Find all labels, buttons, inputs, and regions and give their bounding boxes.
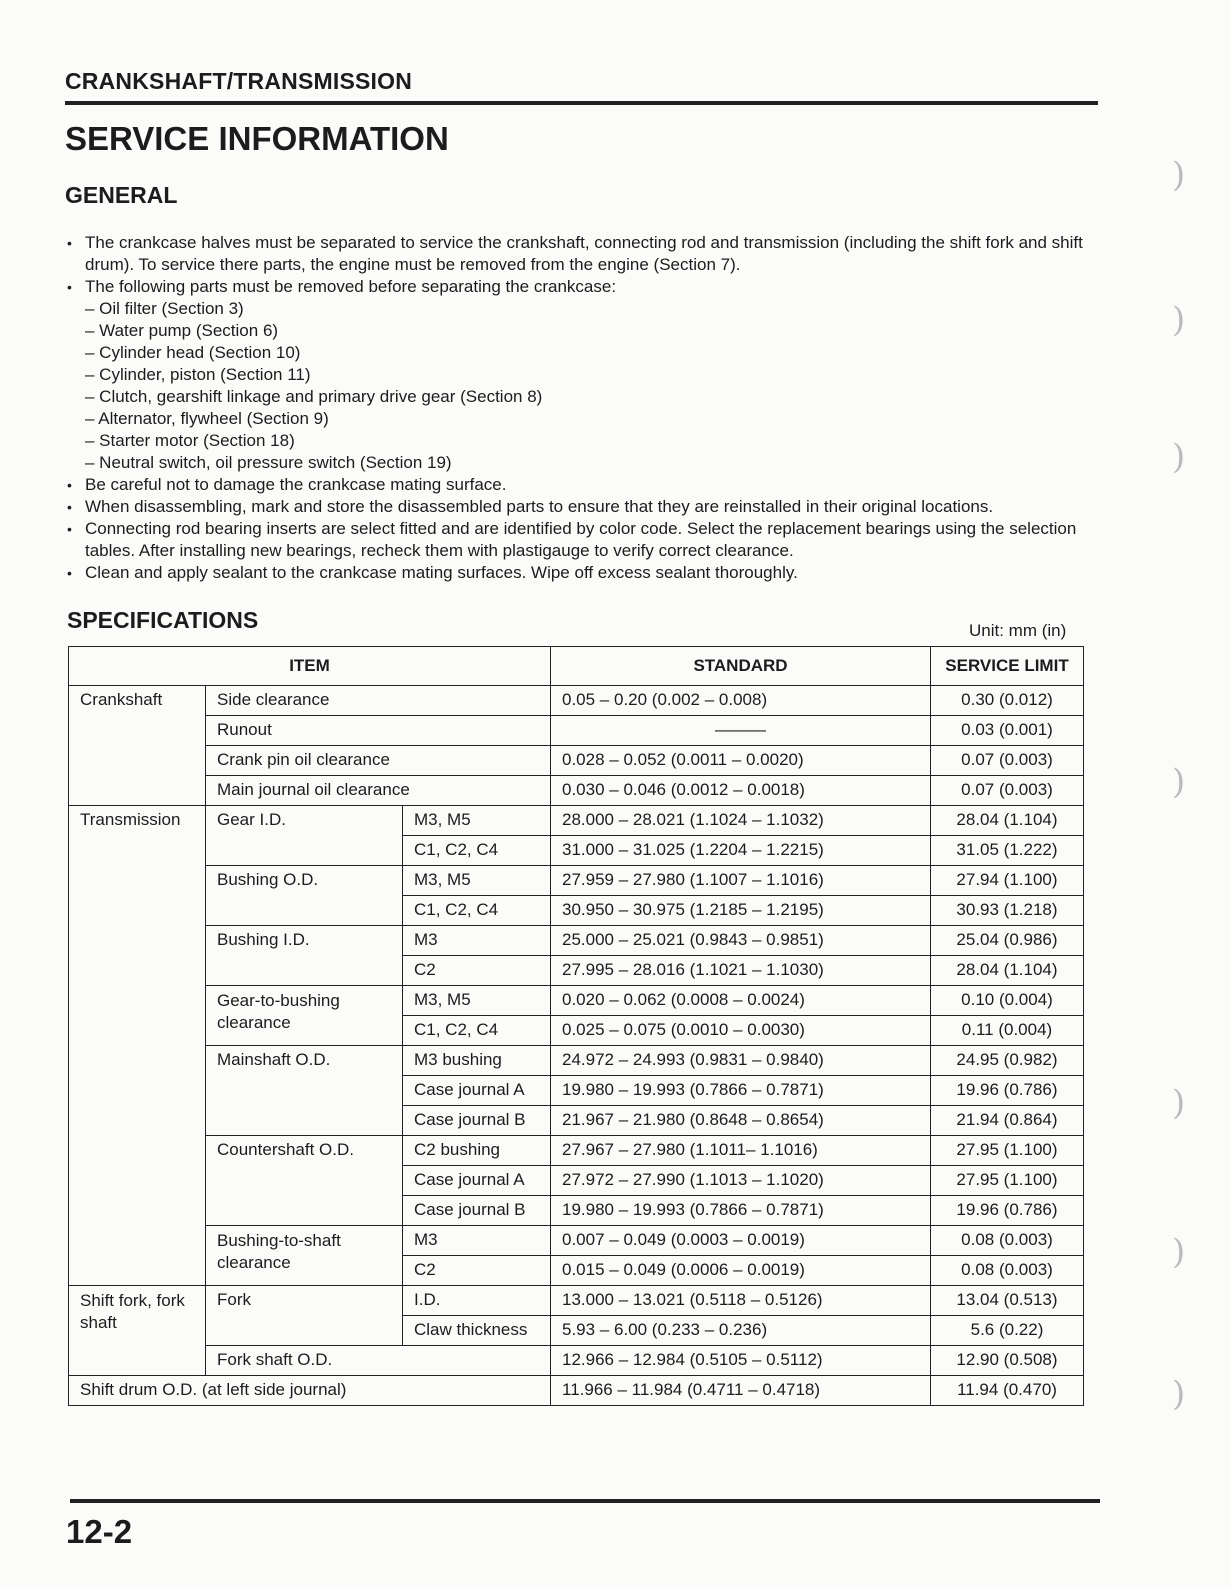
- sub-item-cell: Case journal B: [403, 1196, 551, 1226]
- item-cell: Bushing O.D.: [206, 866, 403, 926]
- list-item: • When disassembling, mark and store the disassembled parts to ensure that they are reinstalled in their original locations.: [65, 496, 1095, 518]
- limit-cell: 0.08 (0.003): [931, 1226, 1084, 1256]
- limit-cell: 31.05 (1.222): [931, 836, 1084, 866]
- limit-cell: 0.07 (0.003): [931, 776, 1084, 806]
- part-item: – Oil filter (Section 3): [85, 299, 244, 318]
- sub-item-cell: Case journal B: [403, 1106, 551, 1136]
- table-row: [69, 1226, 1084, 1256]
- item-cell: Main journal oil clearance: [206, 776, 551, 806]
- page-number: 12-2: [66, 1513, 133, 1550]
- standard-cell: 0.028 – 0.052 (0.0011 – 0.0020): [551, 746, 931, 776]
- limit-cell: 5.6 (0.22): [931, 1316, 1084, 1346]
- limit-cell: 0.30 (0.012): [931, 686, 1084, 716]
- item-cell: Fork: [206, 1286, 403, 1346]
- table-row: [69, 866, 1084, 896]
- limit-cell: 28.04 (1.104): [931, 806, 1084, 836]
- sub-item-cell: Claw thickness: [403, 1316, 551, 1346]
- list-item: [65, 276, 1095, 474]
- column-header-item: ITEM: [69, 647, 551, 686]
- sub-item-cell: M3, M5: [403, 986, 551, 1016]
- sub-item-cell: M3, M5: [403, 806, 551, 836]
- table-row: [69, 1136, 1084, 1166]
- general-heading: GENERAL: [65, 182, 178, 208]
- binding-hole-mark: ): [1172, 155, 1186, 195]
- unit-label: Unit: mm (in): [969, 621, 1067, 640]
- binding-hole-mark: ): [1172, 762, 1186, 802]
- standard-cell: 27.967 – 27.980 (1.1011– 1.1016): [551, 1136, 931, 1166]
- limit-cell: 19.96 (0.786): [931, 1196, 1084, 1226]
- limit-cell: 27.94 (1.100): [931, 866, 1084, 896]
- column-header-standard: STANDARD: [551, 647, 931, 686]
- sub-item-cell: Case journal A: [403, 1166, 551, 1196]
- sub-item-cell: M3: [403, 926, 551, 956]
- standard-cell: 5.93 – 6.00 (0.233 – 0.236): [551, 1316, 931, 1346]
- part-item: – Alternator, flywheel (Section 9): [85, 409, 329, 428]
- table-header-row: [69, 647, 1084, 686]
- standard-cell: 27.995 – 28.016 (1.1021 – 1.1030): [551, 956, 931, 986]
- page-heading: SERVICE INFORMATION: [65, 120, 449, 157]
- table-row: [69, 716, 1084, 746]
- standard-cell: 27.959 – 27.980 (1.1007 – 1.1016): [551, 866, 931, 896]
- limit-cell: 0.07 (0.003): [931, 746, 1084, 776]
- item-cell: Gear I.D.: [206, 806, 403, 866]
- specifications-heading: SPECIFICATIONS: [67, 607, 259, 633]
- standard-cell: 0.020 – 0.062 (0.0008 – 0.0024): [551, 986, 931, 1016]
- standard-cell: 0.030 – 0.046 (0.0012 – 0.0018): [551, 776, 931, 806]
- limit-cell: 0.03 (0.001): [931, 716, 1084, 746]
- limit-cell: 30.93 (1.218): [931, 896, 1084, 926]
- binding-hole-mark: ): [1172, 1374, 1186, 1414]
- binding-hole-mark: ): [1172, 437, 1186, 477]
- sub-item-cell: M3, M5: [403, 866, 551, 896]
- limit-cell: 24.95 (0.982): [931, 1046, 1084, 1076]
- standard-cell: 28.000 – 28.021 (1.1024 – 1.1032): [551, 806, 931, 836]
- table-row: [69, 1046, 1084, 1076]
- table-row: [69, 1376, 1084, 1406]
- standard-cell: 0.025 – 0.075 (0.0010 – 0.0030): [551, 1016, 931, 1046]
- standard-cell: 25.000 – 25.021 (0.9843 – 0.9851): [551, 926, 931, 956]
- sub-item-cell: C2: [403, 1256, 551, 1286]
- list-item: • Connecting rod bearing inserts are select fitted and are identified by color code. Select the replacement bearings using the selection tables. After installing new bearings, recheck them with plastigauge to verify correct clearance.: [65, 518, 1095, 562]
- standard-cell: 11.966 – 11.984 (0.4711 – 0.4718): [551, 1376, 931, 1406]
- item-cell: Runout: [206, 716, 551, 746]
- sub-item-cell: C1, C2, C4: [403, 1016, 551, 1046]
- part-item: – Neutral switch, oil pressure switch (Section 19): [85, 453, 452, 472]
- table-row: [69, 686, 1084, 716]
- part-item: – Starter motor (Section 18): [85, 431, 295, 450]
- sub-item-cell: Case journal A: [403, 1076, 551, 1106]
- limit-cell: 13.04 (0.513): [931, 1286, 1084, 1316]
- parts-list: [85, 298, 1095, 474]
- group-label: Shift fork, fork shaft: [69, 1286, 206, 1376]
- column-header-service-limit: SERVICE LIMIT: [931, 647, 1084, 686]
- specifications-table: [68, 646, 1084, 1406]
- section-title: CRANKSHAFT/TRANSMISSION: [65, 68, 413, 94]
- binding-hole-mark: ): [1172, 300, 1186, 340]
- list-item: • The crankcase halves must be separated to service the crankshaft, connecting rod and transmission (including the shift fork and shift drum). To service there parts, the engine must be removed from the engine (Section 7).: [65, 232, 1095, 276]
- standard-cell: 30.950 – 30.975 (1.2185 – 1.2195): [551, 896, 931, 926]
- item-cell: Fork shaft O.D.: [206, 1346, 551, 1376]
- limit-cell: 25.04 (0.986): [931, 926, 1084, 956]
- standard-cell: ———: [551, 716, 931, 746]
- table-row: [69, 926, 1084, 956]
- table-row: [69, 776, 1084, 806]
- item-cell: Gear-to-bushing clearance: [206, 986, 403, 1046]
- table-row: [69, 806, 1084, 836]
- item-cell: Side clearance: [206, 686, 551, 716]
- sub-item-cell: C2: [403, 956, 551, 986]
- standard-cell: 31.000 – 31.025 (1.2204 – 1.2215): [551, 836, 931, 866]
- group-label: Crankshaft: [69, 686, 206, 806]
- item-cell: Countershaft O.D.: [206, 1136, 403, 1226]
- sub-item-cell: C2 bushing: [403, 1136, 551, 1166]
- standard-cell: 0.015 – 0.049 (0.0006 – 0.0019): [551, 1256, 931, 1286]
- sub-item-cell: M3: [403, 1226, 551, 1256]
- limit-cell: 11.94 (0.470): [931, 1376, 1084, 1406]
- standard-cell: 0.007 – 0.049 (0.0003 – 0.0019): [551, 1226, 931, 1256]
- binding-hole-mark: ): [1172, 1232, 1186, 1272]
- limit-cell: 0.11 (0.004): [931, 1016, 1084, 1046]
- list-item-text: The following parts must be removed before separating the crankcase:: [85, 277, 617, 296]
- part-item: – Cylinder, piston (Section 11): [85, 365, 311, 384]
- bottom-rule: [70, 1499, 1100, 1503]
- table-row: [69, 986, 1084, 1016]
- limit-cell: 21.94 (0.864): [931, 1106, 1084, 1136]
- part-item: – Water pump (Section 6): [85, 321, 279, 340]
- standard-cell: 19.980 – 19.993 (0.7866 – 0.7871): [551, 1076, 931, 1106]
- sub-item-cell: C1, C2, C4: [403, 896, 551, 926]
- binding-hole-mark: ): [1172, 1083, 1186, 1123]
- limit-cell: 0.08 (0.003): [931, 1256, 1084, 1286]
- table-row: [69, 746, 1084, 776]
- limit-cell: 12.90 (0.508): [931, 1346, 1084, 1376]
- general-list: [65, 232, 1095, 584]
- limit-cell: 19.96 (0.786): [931, 1076, 1084, 1106]
- item-cell: Mainshaft O.D.: [206, 1046, 403, 1136]
- part-item: – Cylinder head (Section 10): [85, 343, 301, 362]
- table-row: [69, 1286, 1084, 1316]
- standard-cell: 21.967 – 21.980 (0.8648 – 0.8654): [551, 1106, 931, 1136]
- sub-item-cell: M3 bushing: [403, 1046, 551, 1076]
- part-item: – Clutch, gearshift linkage and primary drive gear (Section 8): [85, 387, 543, 406]
- standard-cell: 24.972 – 24.993 (0.9831 – 0.9840): [551, 1046, 931, 1076]
- standard-cell: 13.000 – 13.021 (0.5118 – 0.5126): [551, 1286, 931, 1316]
- top-rule: [65, 101, 1098, 105]
- standard-cell: 12.966 – 12.984 (0.5105 – 0.5112): [551, 1346, 931, 1376]
- limit-cell: 28.04 (1.104): [931, 956, 1084, 986]
- limit-cell: 27.95 (1.100): [931, 1136, 1084, 1166]
- limit-cell: 0.10 (0.004): [931, 986, 1084, 1016]
- table-row: [69, 1346, 1084, 1376]
- standard-cell: 19.980 – 19.993 (0.7866 – 0.7871): [551, 1196, 931, 1226]
- item-cell: Crank pin oil clearance: [206, 746, 551, 776]
- item-cell: Shift drum O.D. (at left side journal): [69, 1376, 551, 1406]
- limit-cell: 27.95 (1.100): [931, 1166, 1084, 1196]
- sub-item-cell: I.D.: [403, 1286, 551, 1316]
- group-label: Transmission: [69, 806, 206, 1286]
- item-cell: Bushing-to-shaft clearance: [206, 1226, 403, 1286]
- list-item: • Clean and apply sealant to the crankcase mating surfaces. Wipe off excess sealant thoroughly.: [65, 562, 1095, 584]
- standard-cell: 27.972 – 27.990 (1.1013 – 1.1020): [551, 1166, 931, 1196]
- sub-item-cell: C1, C2, C4: [403, 836, 551, 866]
- item-cell: Bushing I.D.: [206, 926, 403, 986]
- standard-cell: 0.05 – 0.20 (0.002 – 0.008): [551, 686, 931, 716]
- list-item: • Be careful not to damage the crankcase mating surface.: [65, 474, 1095, 496]
